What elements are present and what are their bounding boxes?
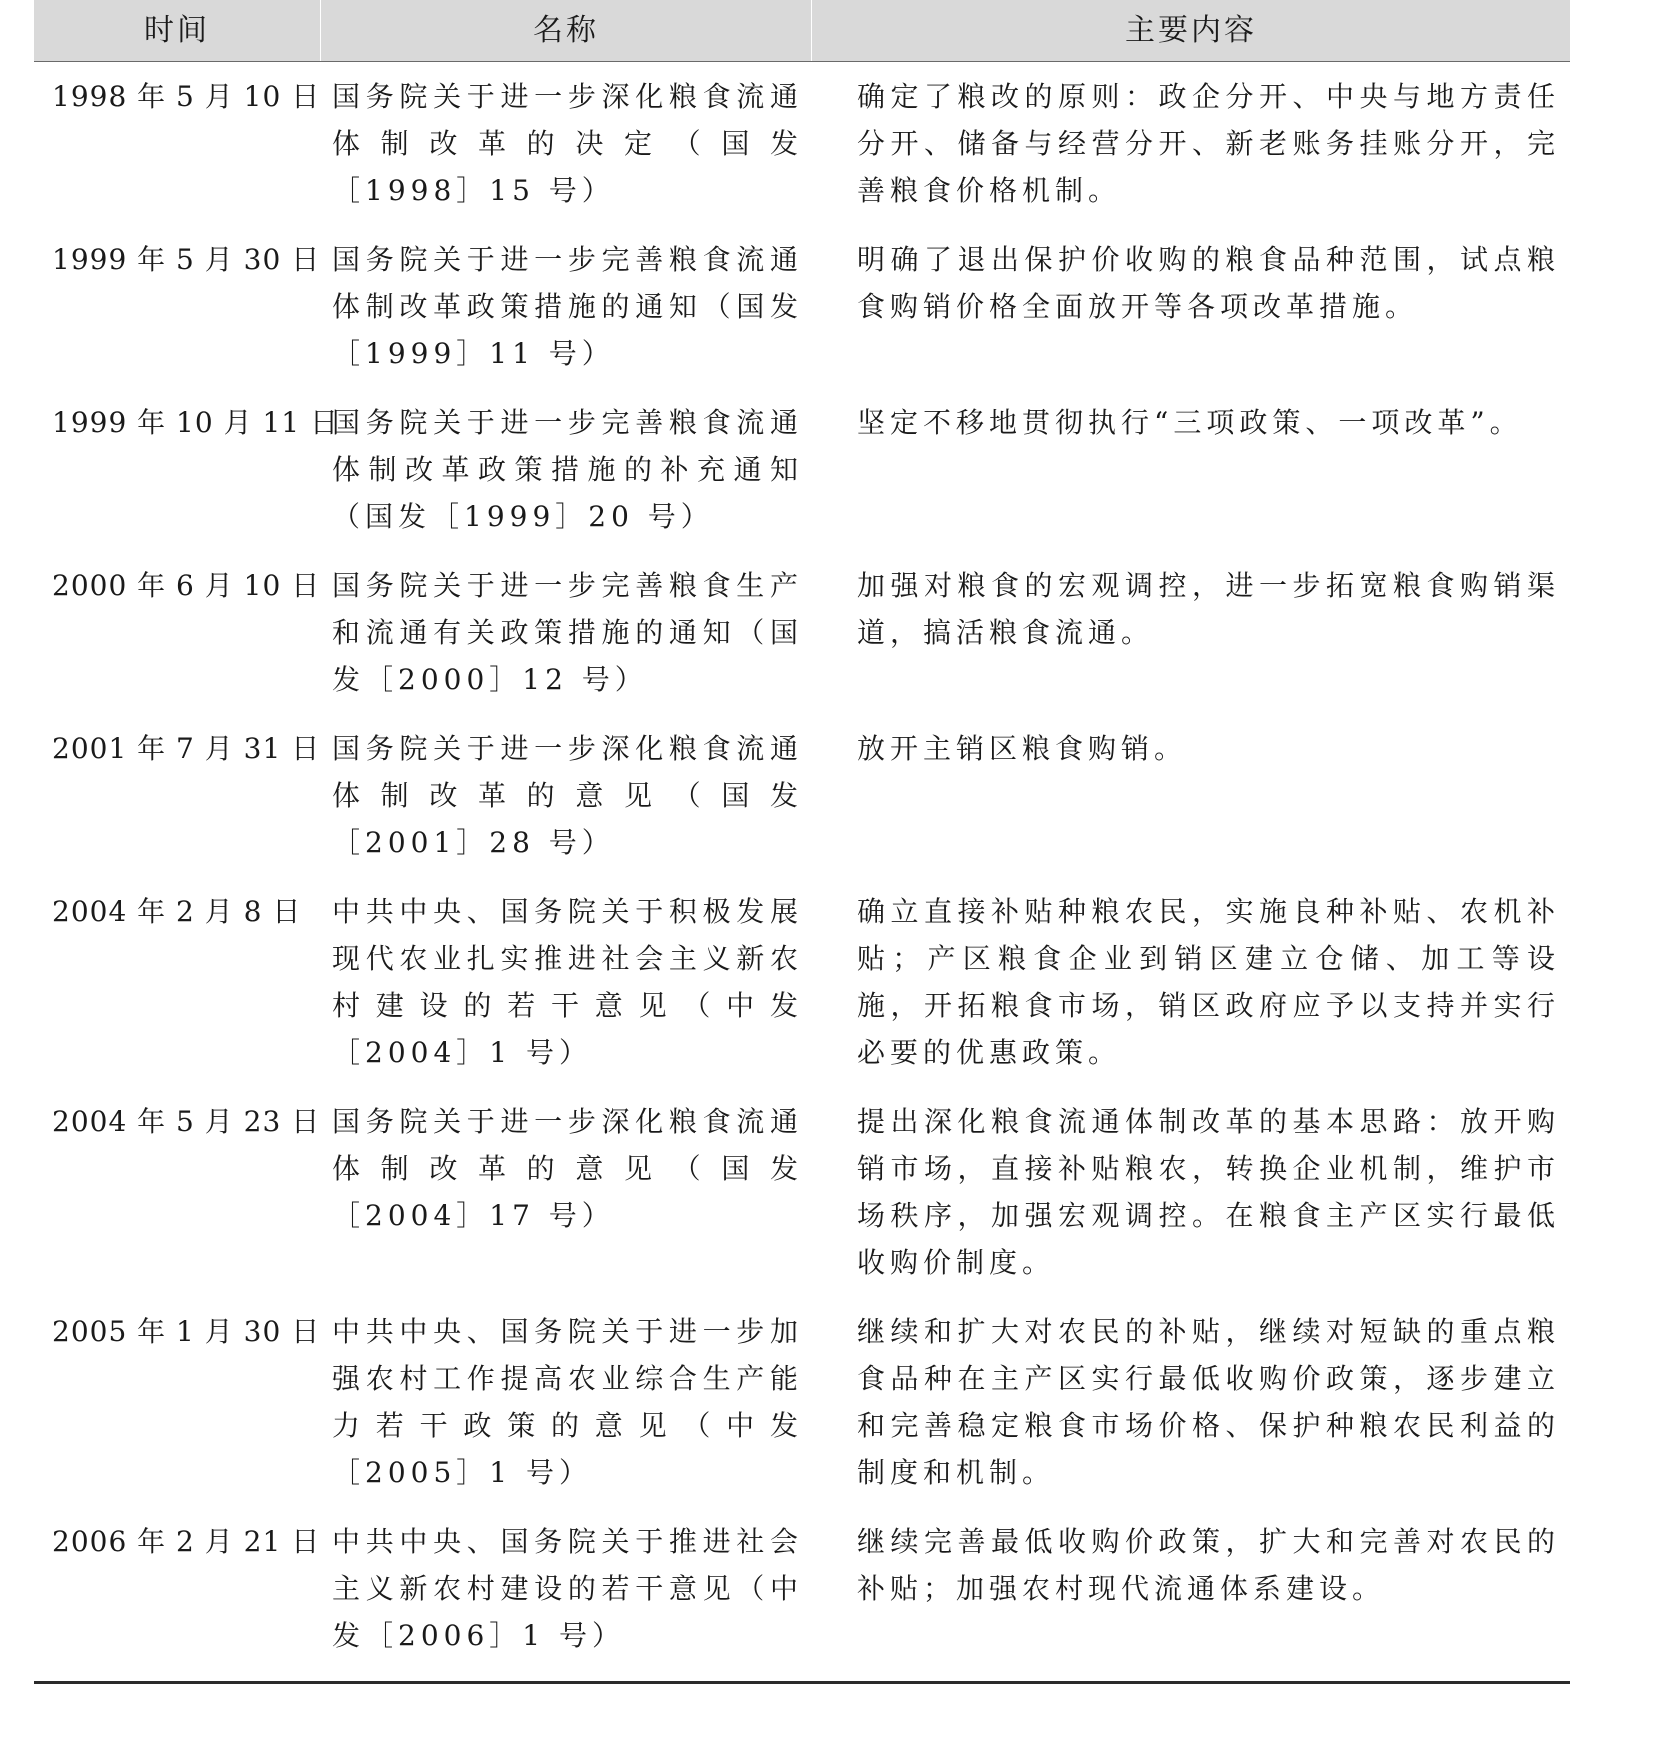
header-name: 名称: [533, 13, 599, 48]
policy-table: [34, 0, 1570, 1684]
row-content: 继续和扩大对农民的补贴，继续对短缺的重点粮食品种在主产区实行最低收购价政策，逐步建立和完善稳定粮食市场价格、保护种粮农民利益的制度和机制。: [857, 1315, 1560, 1489]
table-row: [34, 1308, 1570, 1518]
row-name: 国务院关于进一步深化粮食流通体制改革的决定（国发［1998］15 号）: [332, 80, 803, 207]
row-time: 1999 年 10 月 11 日: [52, 406, 340, 439]
row-content: 继续完善最低收购价政策，扩大和完善对农民的补贴；加强农村现代流通体系建设。: [857, 1525, 1560, 1605]
row-name: 中共中央、国务院关于进一步加强农村工作提高农业综合生产能力若干政策的意见（中发［2005］1 号）: [332, 1315, 803, 1489]
row-content: 放开主销区粮食购销。: [857, 732, 1188, 765]
row-content: 确立直接补贴种粮农民，实施良种补贴、农机补贴；产区粮食企业到销区建立仓储、加工等设施，开拓粮食市场，销区政府应予以支持并实行必要的优惠政策。: [857, 895, 1560, 1069]
row-time: 2001 年 7 月 31 日: [52, 732, 321, 765]
row-time: 2000 年 6 月 10 日: [52, 569, 321, 602]
table-row: [34, 1518, 1570, 1681]
table-row: [34, 73, 1570, 236]
row-content: 提出深化粮食流通体制改革的基本思路：放开购销市场，直接补贴粮农，转换企业机制，维护市场秩序，加强宏观调控。在粮食主产区实行最低收购价制度。: [857, 1105, 1560, 1279]
table-row: [34, 888, 1570, 1098]
row-name: 中共中央、国务院关于推进社会主义新农村建设的若干意见（中发［2006］1 号）: [332, 1525, 803, 1652]
table-header: [34, 0, 1570, 62]
table-row: [34, 725, 1570, 888]
table-row: [34, 1098, 1570, 1308]
row-name: 国务院关于进一步完善粮食生产和流通有关政策措施的通知（国发［2000］12 号）: [332, 569, 803, 696]
row-time: 2004 年 5 月 23 日: [52, 1105, 321, 1138]
row-time: 1999 年 5 月 30 日: [52, 243, 321, 276]
table-body: [34, 62, 1570, 1681]
row-name: 国务院关于进一步完善粮食流通体制改革政策措施的补充通知（国发［1999］20 号）: [332, 406, 803, 533]
table-row: [34, 399, 1570, 562]
row-time: 2004 年 2 月 8 日: [52, 895, 302, 928]
table-bottom-rule: [34, 1681, 1570, 1684]
row-content: 确定了粮改的原则：政企分开、中央与地方责任分开、储备与经营分开、新老账务挂账分开，完善粮食价格机制。: [857, 80, 1560, 207]
row-time: 2005 年 1 月 30 日: [52, 1315, 321, 1348]
row-name: 国务院关于进一步深化粮食流通体制改革的意见（国发［2004］17 号）: [332, 1105, 803, 1232]
row-content: 坚定不移地贯彻执行“三项政策、一项改革”。: [857, 406, 1523, 439]
table-row: [34, 562, 1570, 725]
row-time: 2006 年 2 月 21 日: [52, 1525, 321, 1558]
header-content: 主要内容: [1125, 13, 1257, 48]
row-name: 国务院关于进一步深化粮食流通体制改革的意见（国发［2001］28 号）: [332, 732, 803, 859]
row-time: 1998 年 5 月 10 日: [52, 80, 321, 113]
row-content: 加强对粮食的宏观调控，进一步拓宽粮食购销渠道，搞活粮食流通。: [857, 569, 1560, 649]
row-content: 明确了退出保护价收购的粮食品种范围，试点粮食购销价格全面放开等各项改革措施。: [857, 243, 1560, 323]
row-name: 国务院关于进一步完善粮食流通体制改革政策措施的通知（国发［1999］11 号）: [332, 243, 803, 370]
table-row: [34, 236, 1570, 399]
row-name: 中共中央、国务院关于积极发展现代农业扎实推进社会主义新农村建设的若干意见（中发［2004］1 号）: [332, 895, 803, 1069]
header-time: 时间: [144, 13, 210, 48]
